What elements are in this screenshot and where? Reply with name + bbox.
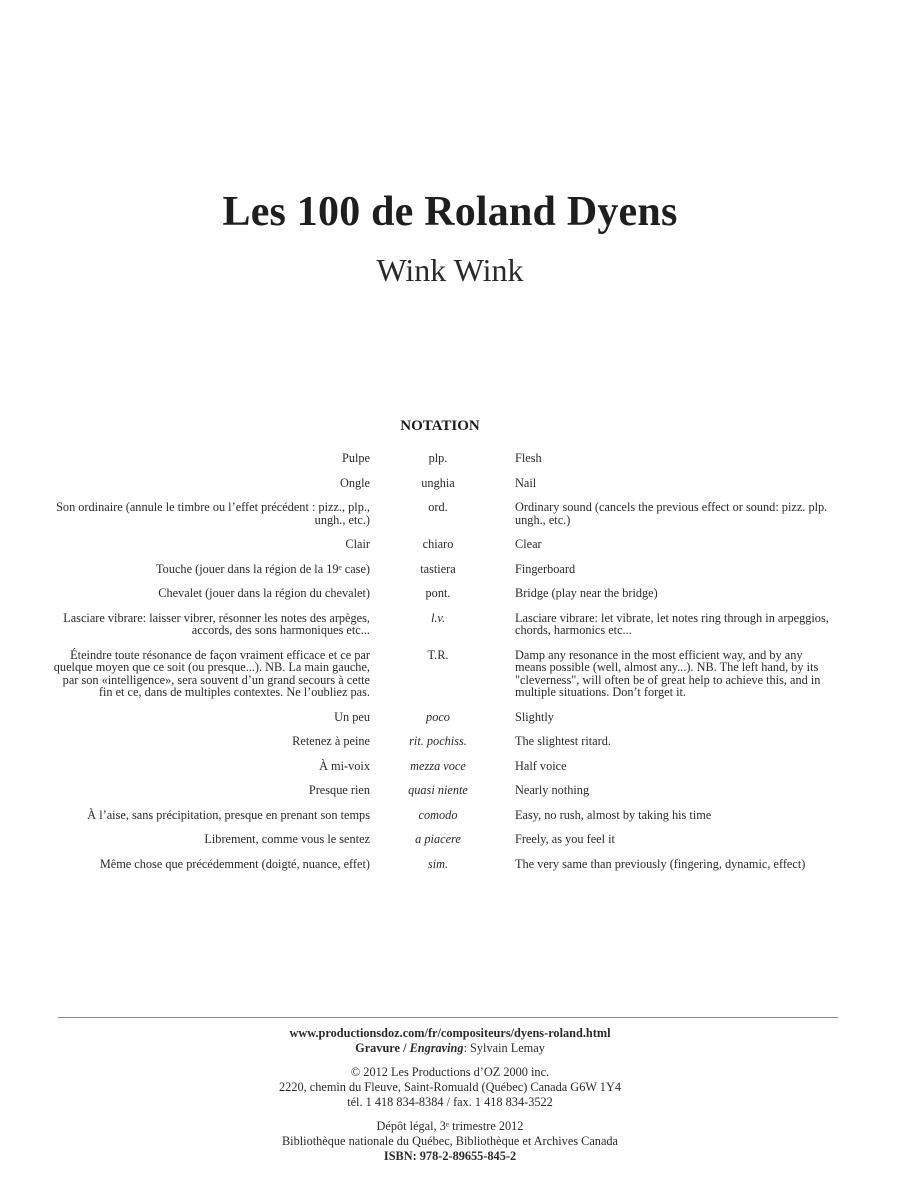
notation-english: Clear [515,537,542,551]
engraver-name: : Sylvain Lemay [463,1041,545,1055]
notation-english: Fingerboard [515,561,576,576]
engraving-label-fr: Gravure / [355,1041,410,1055]
footer [0,1026,900,1164]
notation-abbreviation: a piacere [415,832,461,846]
notation-french: Clair [345,537,370,551]
notation-english: Lasciare vibrare: let vibrate, let notes ring through in arpeggios, chords, harmonics etc... [515,610,829,637]
notation-row [0,784,900,797]
notation-french: Presque rien [308,783,370,797]
notation-english: The very same than previously (fingering, dynamic, effect) [515,856,806,871]
notation-abbreviation: unghia [421,475,455,490]
notation-heading: NOTATION [400,418,480,434]
notation-abbreviation: ord. [428,500,448,514]
publisher-url: www.productionsdoz.com/fr/compositeurs/dyens-roland.html [289,1026,611,1040]
notation-abbreviation: quasi niente [408,783,468,797]
notation-french: Ongle [339,475,370,490]
notation-french: Touche (jouer dans la région de la 19ᵉ case) [156,561,370,576]
notation-french: Lasciare vibrare: laisser vibrer, résonner les notes des arpèges, accords, des sons harmoniques etc... [63,610,370,637]
notation-row [0,612,900,637]
notation-row [0,858,900,871]
notation-french: Librement, comme vous le sentez [204,832,370,846]
legal-deposit-line: Dépôt légal, 3ᵉ trimestre 2012 [376,1119,524,1133]
notation-row [0,477,900,490]
notation-row [0,501,900,526]
notation-row [0,809,900,822]
notation-abbreviation: tastiera [420,561,456,576]
notation-row [0,760,900,773]
piece-subtitle: Wink Wink [376,252,524,288]
notation-english: Nearly nothing [515,783,590,797]
address-line: 2220, chemin du Fleuve, Saint-Romuald (Québec) Canada G6W 1Y4 [279,1080,621,1094]
notation-abbreviation: pont. [425,586,451,600]
notation-abbreviation: mezza voce [410,758,466,773]
notation-abbreviation: poco [426,709,450,724]
library-line: Bibliothèque nationale du Québec, Bibliothèque et Archives Canada [281,1134,619,1148]
notation-english: Freely, as you feel it [515,832,615,846]
notation-row [0,711,900,724]
notation-abbreviation: rit. pochiss. [409,734,467,748]
notation-row [0,649,900,699]
notation-abbreviation: plp. [428,451,448,465]
notation-abbreviation: T.R. [427,647,449,662]
notation-table [0,452,900,882]
engraving-credit [0,1041,900,1056]
notation-english: Damp any resonance in the most efficient way, and by any means possible (well, almost any...). NB. The left hand, by its "cleverness", will often be of great help to achieve this, and in multiple situations. Don’t forget it. [515,647,821,699]
notation-english: Nail [515,475,537,490]
notation-row [0,735,900,748]
notation-french: Pulpe [341,451,370,465]
notation-abbreviation: sim. [427,856,449,871]
notation-row [0,538,900,551]
engraving-label-en: Engraving [409,1041,464,1055]
notation-english: Bridge (play near the bridge) [515,586,658,600]
notation-french: Même chose que précédemment (doigté, nuance, effet) [99,856,370,871]
notation-french: Éteindre toute résonance de façon vraiment efficace et ce par quelque moyen que ce soit (ou presque...). NB. La main gauche, par son «intelligence», sera souvent d’un grand secours à cette fin et ce, dans de multiples contextes. Ne l’oubliez pas. [53,647,370,699]
page-title: Les 100 de Roland Dyens [222,189,678,235]
notation-english: Flesh [515,451,542,465]
notation-abbreviation: chiaro [422,537,454,551]
notation-french: Un peu [334,709,370,724]
notation-abbreviation: comodo [418,807,458,822]
notation-french: Chevalet (jouer dans la région du chevalet) [158,586,370,600]
phone-line: tél. 1 418 834-8384 / fax. 1 418 834-3522 [347,1095,553,1109]
notation-english: Easy, no rush, almost by taking his time [515,807,712,822]
notation-english: Slightly [515,709,554,724]
notation-row [0,587,900,600]
notation-row [0,563,900,576]
notation-row [0,833,900,846]
notation-french: Son ordinaire (annule le timbre ou l’effet précédent : pizz., plp., ungh., etc.) [56,500,370,527]
notation-english: Ordinary sound (cancels the previous effect or sound: pizz. plp. ungh., etc.) [515,500,828,527]
footer-divider [58,1017,838,1018]
notation-french: Retenez à peine [292,734,370,748]
notation-english: The slightest ritard. [515,734,611,748]
notation-english: Half voice [515,758,567,773]
notation-french: À l’aise, sans précipitation, presque en prenant son temps [87,807,370,822]
notation-abbreviation: l.v. [430,610,446,625]
notation-row [0,452,900,465]
copyright-line: © 2012 Les Productions d’OZ 2000 inc. [350,1065,550,1079]
isbn-line: ISBN: 978-2-89655-845-2 [383,1149,517,1163]
notation-french: À mi-voix [319,758,370,773]
